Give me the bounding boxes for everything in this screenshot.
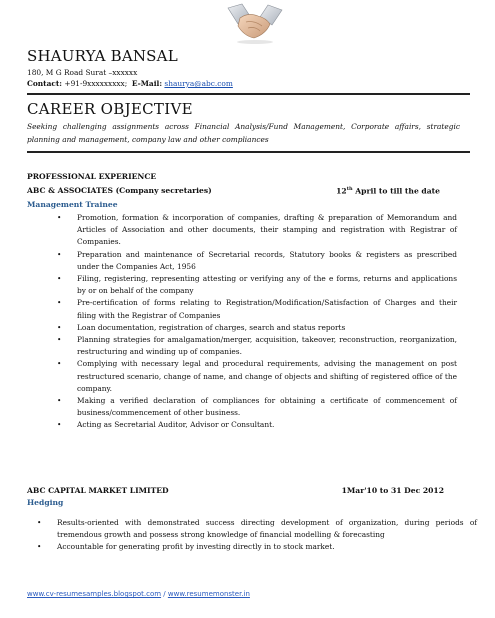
divider [27,93,470,95]
divider [27,151,470,153]
footer-link-1[interactable]: www.cv-resumesamples.blogspot.com [27,590,162,598]
list-item: • Complying with necessary legal and procedural requirements, advising the management on post restructured scenario, change of name, and change of objects and shifting of registered office of the company. [47,358,457,395]
job-header [27,186,452,195]
company-name: ABC CAPITAL MARKET LIMITED [27,486,169,495]
job-role: Management Trainee [27,200,118,209]
list-item: • Loan documentation, registration of charges, search and status reports [47,322,457,334]
company-name: ABC & ASSOCIATES (Company secretaries) [27,186,212,195]
job-role: Hedging [27,498,64,507]
list-item: • Planning strategies for amalgamation/merger, acquisition, takeover, reconstruction, reorganization, restructuring and winding up of companies. [47,334,457,358]
list-item: • Acting as Secretarial Auditor, Advisor or Consultant. [47,419,457,431]
list-item: • Making a verified declaration of compliances for obtaining a certificate of commencement of business/commencement of other business. [47,395,457,419]
experience-heading: PROFESSIONAL EXPERIENCE [27,172,157,181]
handshake-icon [226,2,284,44]
job-bullets [27,517,477,554]
objective-text: Seeking challenging assignments across Financial Analysis/Fund Management, Corporate affairs, strategic planning and management, company law and other compliances [27,122,460,144]
email-link[interactable]: shaurya@abc.com [164,79,233,88]
list-item: • Promotion, formation & incorporation of companies, drafting & preparation of Memorandum and Articles of Association and other documents, their stamping and registration with Registrar of Companies. [47,212,457,249]
list-item: • Results-oriented with demonstrated success directing development of organization, during periods of tremendous growth and possess strong knowledge of financial modelling & forecasting [27,517,477,541]
list-item: • Accountable for generating profit by investing directly in to stock market. [27,541,477,553]
footer-link-2[interactable]: www.resumemonster.in [167,590,250,598]
footer-links [27,590,250,598]
footer-separator: / [161,590,168,598]
contact-label: Contact: [27,79,63,88]
email-label: E-Mail: [131,79,163,88]
address: 180, M G Road Surat –xxxxxx [27,68,138,77]
job-header [27,486,452,495]
list-item: • Pre-certification of forms relating to Registration/Modification/Satisfaction of Charges and their filing with the Registrar of Companies [47,297,457,321]
job-dates: 1Mar'10 to 31 Dec 2012 [341,486,444,495]
job-bullets [47,212,457,432]
phone: +91-9xxxxxxxxx; [64,79,128,88]
job-dates: 12th April to till the date [336,186,440,196]
contact-line [27,79,233,88]
list-item: • Filing, registering, representing attesting or verifying any of the e forms, returns and applications by or on behalf of the company [47,273,457,297]
list-item: • Preparation and maintenance of Secretarial records, Statutory books & registers as prescribed under the Companies Act, 1956 [47,249,457,273]
objective-title: CAREER OBJECTIVE [27,100,193,118]
candidate-name: SHAURYA BANSAL [27,47,178,65]
